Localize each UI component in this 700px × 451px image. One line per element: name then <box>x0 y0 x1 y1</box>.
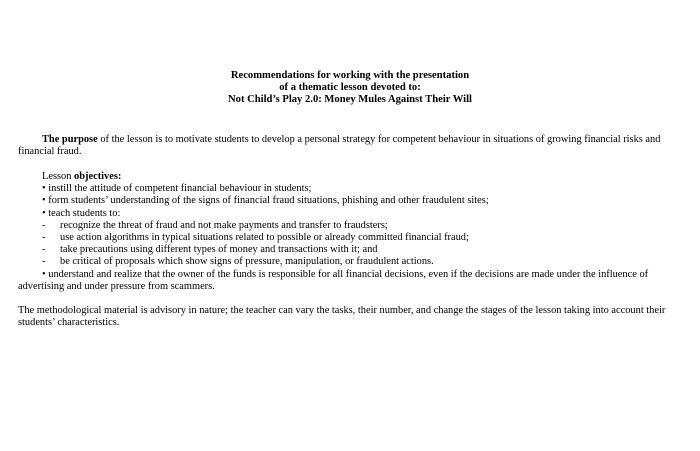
objective-sub-item <box>18 244 668 256</box>
objective-sub-item <box>18 232 668 244</box>
purpose-paragraph <box>18 134 668 158</box>
title-line-2: of a thematic lesson devoted to: <box>279 82 421 93</box>
dash-marker: - <box>42 244 46 256</box>
document-title <box>0 70 700 106</box>
objectives-section <box>18 171 668 293</box>
dash-marker: - <box>42 256 46 268</box>
objective-sub-item <box>18 256 668 268</box>
sub-item-text: use action algorithms in typical situations related to possible or already committed financial fraud; <box>60 232 469 244</box>
objective-text: form students’ understanding of the signs of financial fraud situations, phishing and other fraudulent sites; <box>48 195 489 207</box>
dash-marker: - <box>42 219 46 231</box>
purpose-text: of the lesson is to motivate students to develop a personal strategy for competent behaviour in situations of growing financial risks and financial fraud. <box>18 134 661 158</box>
objective-final-text: understand and realize that the owner of the funds is responsible for all financial decisions, even if the decisions are made under the influence of advertising and under pressure from scammers. <box>18 268 649 292</box>
bullet-marker: • <box>42 183 46 195</box>
bullet-marker: • <box>42 268 46 280</box>
objective-sub-item <box>18 220 668 232</box>
objective-item <box>18 195 668 207</box>
bullet-marker: • <box>42 207 46 219</box>
sub-item-text: be critical of proposals which show signs of pressure, manipulation, or fraudulent actions. <box>60 256 434 268</box>
objectives-heading <box>18 171 668 183</box>
sub-item-text: recognize the threat of fraud and not make payments and transfer to fraudsters; <box>60 219 388 231</box>
objective-item <box>18 183 668 195</box>
purpose-label: The purpose <box>42 134 98 145</box>
methodology-note: The methodological material is advisory in nature; the teacher can vary the tasks, their number, and change the stages of the lesson taking into account their students’ characteristics. <box>18 305 666 329</box>
objectives-label: objectives: <box>74 171 122 182</box>
dash-marker: - <box>42 232 46 244</box>
objective-text: teach students to: <box>48 207 121 219</box>
bullet-marker: • <box>42 195 46 207</box>
sub-item-text: take precautions using different types of money and transactions with it; and <box>60 244 378 256</box>
title-line-3: Not Child’s Play 2.0: Money Mules Against Their Will <box>228 94 472 105</box>
objective-item <box>18 208 668 220</box>
title-line-1: Recommendations for working with the presentation <box>230 70 470 81</box>
objective-text: instill the attitude of competent financial behaviour in students; <box>48 183 312 195</box>
objectives-prefix: Lesson <box>42 171 75 182</box>
objective-final-item <box>18 269 668 293</box>
